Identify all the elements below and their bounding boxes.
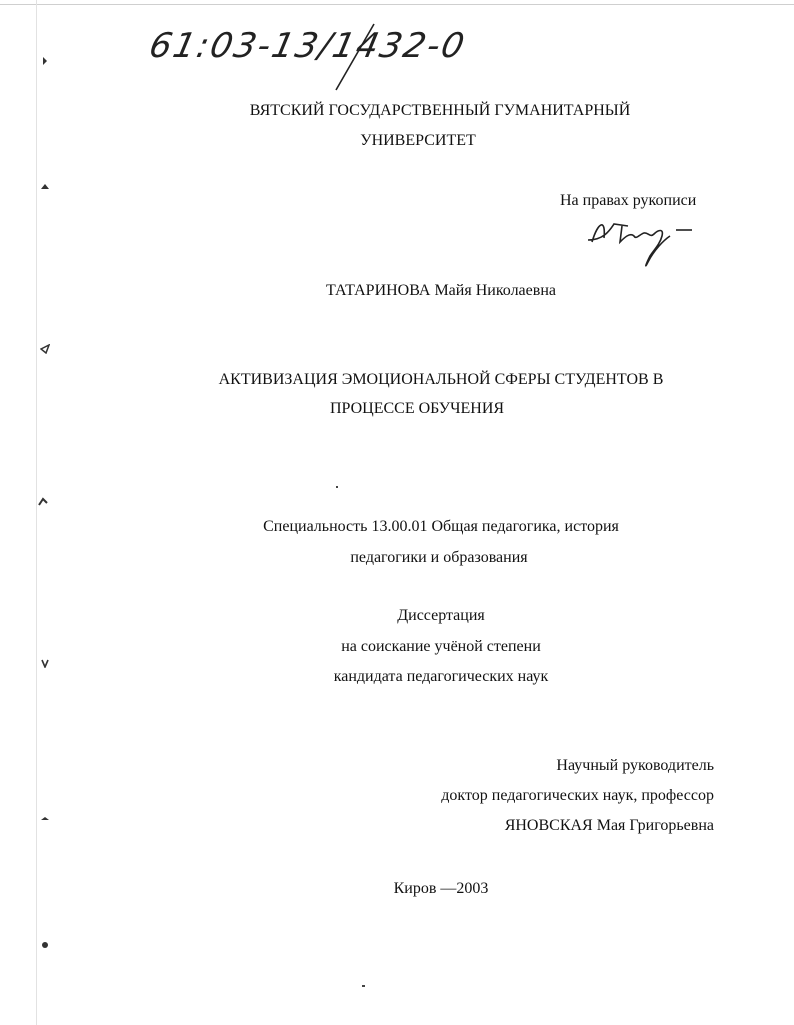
manuscript-note: На правах рукописи bbox=[560, 192, 697, 209]
author-name: ТАТАРИНОВА Майя Николаевна bbox=[326, 282, 556, 299]
binding-mark-icon bbox=[40, 658, 50, 668]
dissertation-title-line2: ПРОЦЕССЕ ОБУЧЕНИЯ bbox=[329, 400, 505, 417]
degree-purpose: на соискание учёной степени bbox=[341, 638, 541, 655]
specialty-line1: Специальность 13.00.01 Общая педагогика, история bbox=[263, 518, 619, 535]
dissertation-title-line1: АКТИВИЗАЦИЯ ЭМОЦИОНАЛЬНОЙ СФЕРЫ СТУДЕНТОВ В bbox=[218, 371, 664, 388]
university-name-line1: ВЯТСКИЙ ГОСУДАРСТВЕННЫЙ ГУМАНИТАРНЫЙ bbox=[249, 102, 631, 119]
binding-mark-icon bbox=[40, 940, 50, 950]
scan-speck bbox=[336, 486, 338, 488]
archive-code-handwritten: 61:03-13/1432-0 bbox=[145, 26, 470, 66]
dissertation-type: Диссертация bbox=[397, 607, 485, 624]
binding-mark-icon bbox=[38, 497, 48, 507]
scan-speck bbox=[362, 985, 365, 987]
city-year: Киров —2003 bbox=[393, 880, 489, 897]
scan-left-border bbox=[36, 0, 37, 1025]
supervisor-name: ЯНОВСКАЯ Мая Григорьевна bbox=[504, 817, 714, 834]
signature-image bbox=[584, 200, 704, 270]
university-name-line2: УНИВЕРСИТЕТ bbox=[360, 132, 476, 149]
binding-mark-icon bbox=[40, 56, 50, 66]
supervisor-degree: доктор педагогических наук, профессор bbox=[441, 787, 714, 804]
binding-mark-icon bbox=[40, 182, 50, 192]
archive-code-slash bbox=[330, 22, 380, 92]
specialty-line2: педагогики и образования bbox=[350, 549, 528, 566]
degree-name: кандидата педагогических наук bbox=[333, 668, 549, 685]
scan-top-border bbox=[0, 4, 794, 5]
supervisor-role: Научный руководитель bbox=[556, 757, 714, 774]
binding-mark-icon bbox=[40, 814, 50, 824]
binding-mark-icon bbox=[40, 344, 50, 354]
